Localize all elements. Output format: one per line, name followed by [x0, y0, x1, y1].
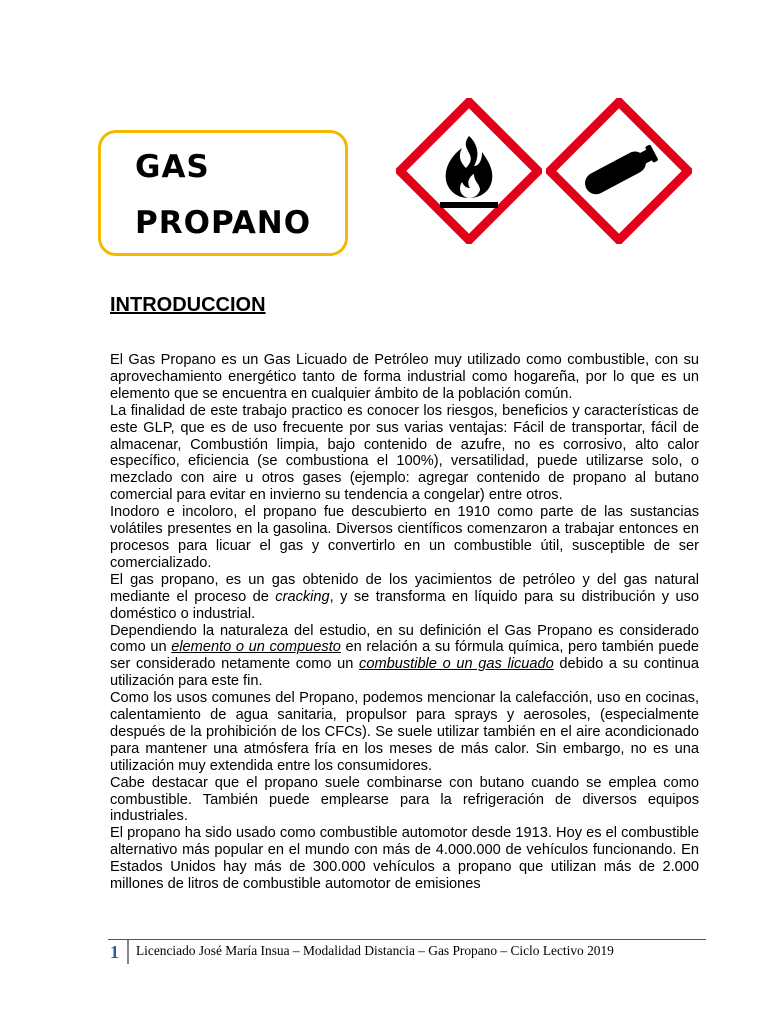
gas-cylinder-icon: [546, 98, 692, 244]
title-line-2: PROPANO: [135, 205, 312, 241]
flame-icon: [396, 98, 542, 244]
body-text: [110, 352, 699, 893]
p5-text-3: debido a su continua utilización para este fin.: [110, 656, 699, 690]
footer-text: Licenciado José María Insua – Modalidad Distancia – Gas Propano – Ciclo Lectivo 2019: [136, 943, 614, 958]
elemento-compuesto-link[interactable]: elemento o un compuesto: [171, 639, 341, 656]
paragraph-7: Cabe destacar que el propano suele combinarse con butano cuando se emplea como combustible. También puede emplearse para la refrigeración de diversos equipos industriales.: [110, 774, 699, 825]
cracking-term: cracking: [275, 588, 330, 605]
paragraph-3: Inodoro e incoloro, el propano fue descubierto en 1910 como parte de las sustancias volátiles presentes en la gasolina. Diversos científicos comenzaron a trabajar entonces en procesos para licuar el gas y convertirlo en un combustible útil, susceptible de ser comercializado.: [110, 504, 699, 571]
paragraph-5: [110, 623, 699, 691]
paragraph-1: El Gas Propano es un Gas Licuado de Petróleo muy utilizado como combustible, con su aprovechamiento energético tanto de forma industrial como hogareña, por lo que es un elemento que se encuentra en cualquier ámbito de la población común.: [110, 352, 699, 402]
page-number: 1: [110, 942, 119, 962]
title-box: [98, 130, 348, 256]
paragraph-6: Como los usos comunes del Propano, podemos mencionar la calefacción, uso en cocinas, calentamiento de agua sanitaria, propulsor para sprays y aerosoles, (especialmente después de la prohibición de los CFCs). Se suele utilizar también en el aire acondicionado para mantener una atmósfera fría en los meses de más calor. Sin embargo, no es una utilización muy extendida entre los consumidores.: [110, 690, 699, 774]
paragraph-8: El propano ha sido usado como combustible automotor desde 1913. Hoy es el combustible alternativo más popular en el mundo con más de 4.000.000 de vehículos funcionando. En Estados Unidos hay más de 300.000 vehículos a propano que utilizan más de 2.000 millones de litros de combustible automotor de emisiones: [110, 825, 699, 893]
paragraph-4: [110, 572, 699, 623]
p4-text-before: El gas propano, es un gas obtenido de los yacimientos de petróleo y del gas natural mediante el proceso de: [110, 571, 699, 605]
section-heading: INTRODUCCION: [110, 294, 266, 316]
p5-text-1: Dependiendo la naturaleza del estudio, en su definición el Gas Propano es considerado como un: [110, 622, 699, 656]
paragraph-2: La finalidad de este trabajo practico es conocer los riesgos, beneficios y características de este GLP, que es de uso frecuente por sus varias ventajas: Fácil de transportar, fácil de almacenar, Combustión limpia, bajo contenido de azufre, no es corrosivo, alto calor específico, eficiencia (se combustiona el 100%), versatilidad, puede utilizarse solo, o mezclado con aire u otros gases (ejemplo: agregar contenido de propano al butano comercial para evitar en invierno su tendencia a congelar) entre otros.: [110, 402, 699, 504]
combustible-gas-licuado-link[interactable]: combustible o un gas licuado: [359, 656, 554, 673]
p5-text-2: en relación a su fórmula química, pero también puede ser considerado netamente como un: [110, 639, 700, 673]
p4-text-after: , y se transforma en líquido para su distribución y uso doméstico o industrial.: [110, 588, 700, 622]
footer-divider: [127, 940, 129, 964]
footer-rule: [108, 939, 706, 940]
title-line-1: GAS: [135, 149, 210, 185]
